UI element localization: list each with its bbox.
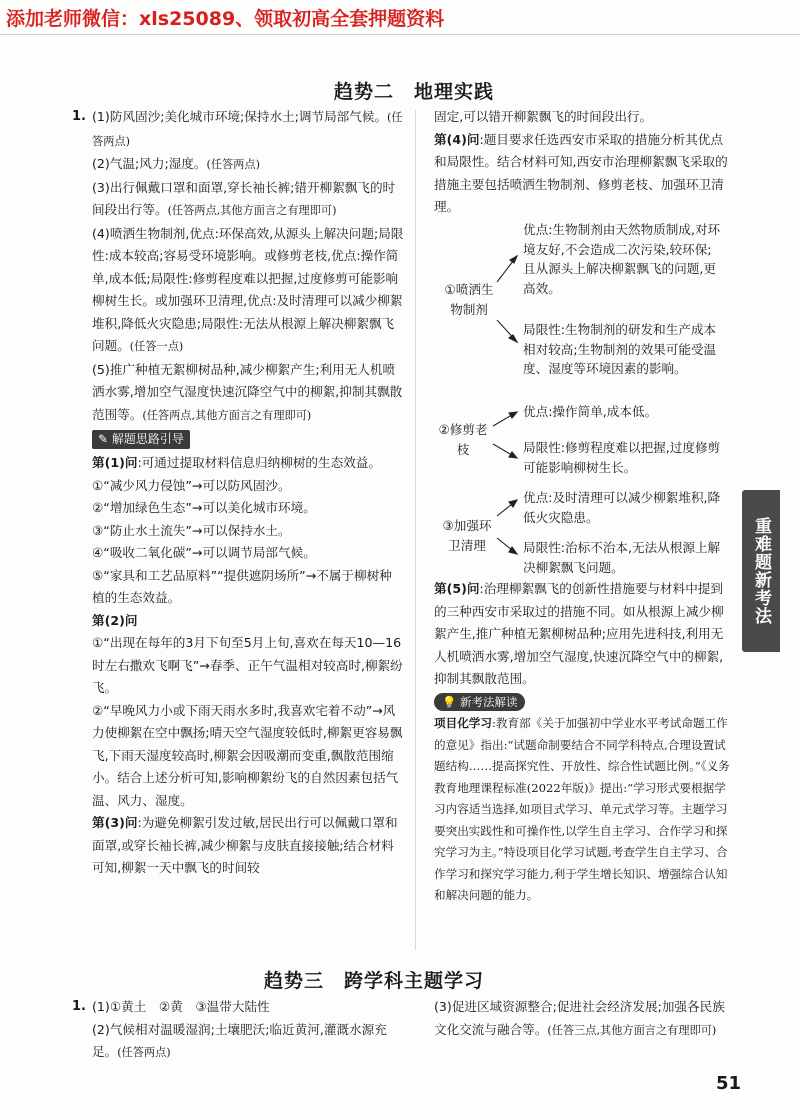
measure-2: ②修剪老枝 bbox=[438, 422, 488, 457]
guide-q4: 第(4)问:题目要求任选西安市采取的措施分析其优点和局限性。结合材料可知,西安市治理柳絮飘飞采取的措施主要包括喷洒生物制剂、修剪老枝、加强环卫清理。 bbox=[434, 131, 728, 214]
guide-badge: ✎ 解题思路引导 bbox=[92, 430, 190, 449]
measure-1: ①喷洒生物制剂 bbox=[444, 282, 494, 317]
s3-answer-1: (1)①黄土 ②黄 ③温带大陆性 bbox=[92, 999, 270, 1014]
answer-4: (4)喷洒生物制剂,优点:环保高效,从源头上解决问题;局限性:成本较高;容易受环境影响。或修剪老枝,优点:操作简单,成本低;局限性:修剪程度难以把握,过度修剪可能影响柳树生长。或加强环卫清理,优点:及时清理可以减少柳絮堆积,降低火灾隐患;局限性:无法从根源上解决柳絮飘飞问题。(任答一点) bbox=[92, 225, 404, 353]
answer-3: (3)出行佩戴口罩和面罩,穿长袖长裤;错开柳絮飘飞的时间段出行等。(任答两点,其他方面言之有理即可) bbox=[92, 179, 396, 217]
guide-q1-item: ②“增加绿色生态”→可以美化城市环境。 bbox=[92, 500, 316, 515]
column-divider bbox=[415, 110, 416, 950]
answer-2: (2)气温;风力;湿度。(任答两点) bbox=[92, 156, 260, 171]
measure-3-pro: 优点:及时清理可以减少柳絮堆积,降低火灾隐患。 bbox=[523, 490, 721, 525]
measure-2-con: 局限性:修剪程度难以把握,过度修剪可能影响柳树生长。 bbox=[523, 440, 721, 475]
answer-5: (5)推广种植无絮柳树品种,减少柳絮产生;利用无人机喷洒水雾,增加空气湿度快速沉降空气中的柳絮,抑制其飘散范围等。(任答两点,其他方面言之有理即可) bbox=[92, 361, 403, 422]
side-tab: 重难题新考法 bbox=[742, 490, 780, 652]
top-divider bbox=[0, 34, 800, 35]
measure-1-pro: 优点:生物制剂由天然物质制成,对环境友好,不会造成二次污染,较环保;且从源头上解决柳絮飘飞的问题,更高效。 bbox=[523, 222, 721, 296]
right-column-bottom bbox=[434, 578, 734, 907]
s3-answer-3: (3)促进区域资源整合;促进社会经济发展;加强各民族文化交流与融合等。(任答三点,其他方面言之有理即可) bbox=[434, 999, 725, 1037]
guide-q2-head: 第(2)问 bbox=[92, 612, 138, 628]
new-exam-badge: 💡 新考法解读 bbox=[434, 693, 525, 711]
promo-banner: 添加老师微信：xls25089、领取初高全套押题资料 bbox=[6, 8, 445, 30]
guide-q2-item: ①“出现在每年的3月下旬至5月上旬,喜欢在每天10—16时左右撒欢飞啊飞”→春季、正午气温相对较高时,柳絮纷飞。 bbox=[92, 635, 403, 695]
guide-q1-item: ①“减少风力侵蚀”→可以防风固沙。 bbox=[92, 477, 291, 493]
s3-answer-2: (2)气候相对温暖湿润;土壤肥沃;临近黄河,灌溉水源充足。(任答两点) bbox=[92, 1021, 387, 1059]
arrow-head bbox=[509, 335, 517, 342]
section3-right bbox=[434, 996, 734, 1042]
arrow-head bbox=[509, 452, 517, 458]
guide-q3-cont: 固定,可以错开柳絮飘飞的时间段出行。 bbox=[434, 109, 653, 124]
guide-q1: 第(1)问:可通过提取材料信息归纳柳树的生态效益。 bbox=[92, 455, 381, 470]
guide-q1-item: ⑤“家具和工艺品原料”“提供遮阴场所”→不属于柳树种植的生态效益。 bbox=[92, 567, 392, 605]
guide-q1-item: ③“防止水土流失”→可以保持水土。 bbox=[92, 522, 291, 538]
question-number: 1. bbox=[72, 999, 86, 1014]
left-column bbox=[72, 106, 404, 880]
guide-q5: 第(5)问:治理柳絮飘飞的创新性措施要与材料中提到的三种西安市采取过的措施不同。如从根源上减少柳絮产生,推广种植无絮柳树品种;应用先进科技,利用无人机喷洒水雾,增加空气湿度,快速沉降空气中的柳絮,抑制其飘散范围。 bbox=[434, 581, 724, 686]
new-exam-text: 项目化学习:教育部《关于加强初中学业水平考试命题工作的意见》指出:“试题命制要结合不同学科特点,合理设置试题结构……提高探究性、开放性、综合性试题比例。”《义务教育地理课程标准(2022年版)》提出:“学习形式要根据学习内容适当选择,如项目式学习、单元式学习等。主题学习要突出实践性和可操作性,以学生自主学习、合作学习和探究学习为主。”特设项目化学习试题,考查学生自主学习、合作学习和探究学习能力,利于学生增长知识、增强综合认知和解决问题的能力。 bbox=[434, 716, 730, 902]
question-number: 1. bbox=[72, 109, 86, 124]
arrow-head bbox=[509, 412, 517, 418]
measure-3: ③加强环卫清理 bbox=[442, 518, 492, 553]
page-number: 51 bbox=[716, 1073, 742, 1094]
measure-2-pro: 优点:操作简单,成本低。 bbox=[523, 404, 658, 419]
section3-left bbox=[72, 996, 404, 1065]
measure-1-con: 局限性:生物制剂的研发和生产成本相对较高;生物制剂的效果可能受温度、湿度等环境因素的影响。 bbox=[523, 322, 717, 376]
section3-title: 趋势三 跨学科主题学习 bbox=[264, 970, 485, 992]
measure-3-con: 局限性:治标不治本,无法从根源上解决柳絮飘飞问题。 bbox=[523, 540, 721, 575]
right-column-top bbox=[434, 106, 734, 219]
arrow-head bbox=[510, 256, 517, 263]
section2-title: 趋势二 地理实践 bbox=[334, 81, 495, 103]
guide-q1-item: ④“吸收二氧化碳”→可以调节局部气候。 bbox=[92, 545, 316, 560]
guide-q2-item: ②“早晚风力小或下雨天雨水多时,我喜欢宅着不动”→风力使柳絮在空中飘扬;晴天空气湿度较低时,柳絮更容易飘飞,下雨天湿度较高时,柳絮会因吸潮而变重,飘散范围缩小。结合上述分析可知,影响柳絮纷飞的自然因素包括气温、风力、湿度。 bbox=[92, 702, 403, 808]
guide-q3: 第(3)问:为避免柳絮引发过敏,居民出行可以佩戴口罩和面罩,或穿长袖长裤,减少柳絮与皮肤直接接触;结合材料可知,柳絮一天中飘飞的时间较 bbox=[92, 815, 398, 875]
answer-1: (1)防风固沙;美化城市环境;保持水土;调节局部气候。(任答两点) bbox=[92, 109, 403, 148]
measures-diagram bbox=[425, 220, 725, 582]
